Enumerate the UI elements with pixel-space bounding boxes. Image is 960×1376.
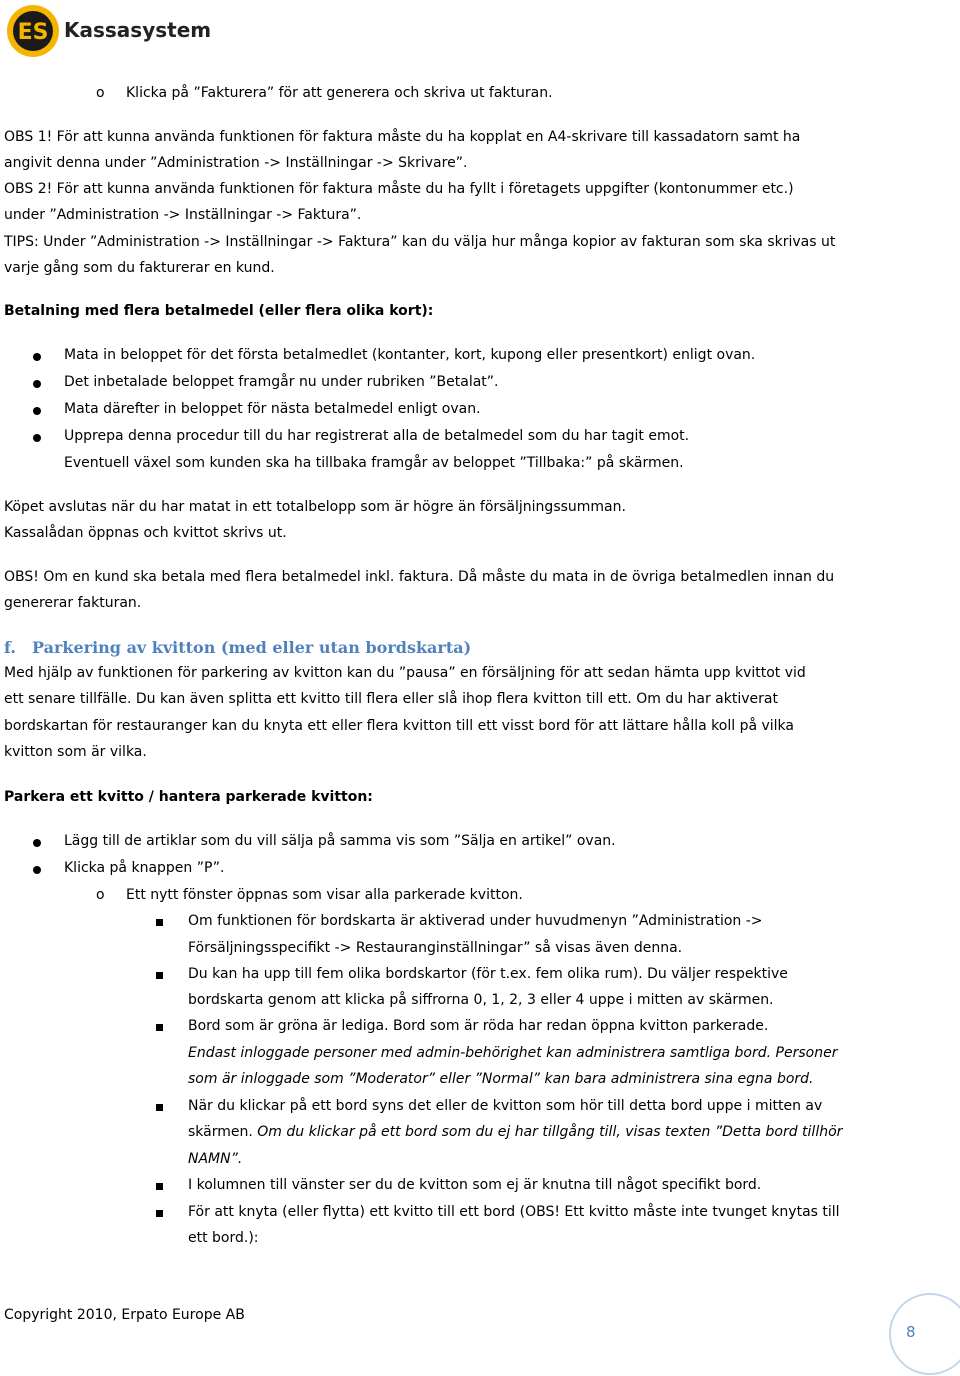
list-item: Det inbetalade beloppet framgår nu under rubriken ”Betalat”. bbox=[64, 374, 499, 390]
square-bullet-icon bbox=[156, 1104, 163, 1111]
square-bullet-icon bbox=[156, 972, 163, 979]
logo-text: Kassasystem bbox=[64, 18, 212, 42]
bullet-icon bbox=[33, 380, 41, 388]
paragraph-line: Köpet avslutas när du har matat in ett totalbelopp som är högre än försäljningssumman. bbox=[4, 499, 626, 515]
paragraph-line: Kassalådan öppnas och kvittot skrivs ut. bbox=[4, 525, 287, 541]
list-item: Om funktionen för bordskarta är aktiverad under huvudmenyn ”Administration -> bbox=[188, 913, 763, 929]
square-bullet-icon bbox=[156, 1024, 163, 1031]
list-item: Mata in beloppet för det första betalmedlet (kontanter, kort, kupong eller presentkort) enligt ovan. bbox=[64, 347, 756, 363]
square-bullet-icon bbox=[156, 919, 163, 926]
list-item: Klicka på ”Fakturera” för att generera och skriva ut fakturan. bbox=[126, 85, 553, 101]
section-number: f. bbox=[4, 638, 16, 657]
list-item-continuation: ett bord.): bbox=[188, 1230, 259, 1246]
paragraph-line: OBS 2! För att kunna använda funktionen för faktura måste du ha fyllt i företagets uppgifter (kontonummer etc.) bbox=[4, 181, 794, 197]
section-f-heading bbox=[4, 638, 471, 657]
list-marker-o: o bbox=[96, 85, 105, 101]
section-heading: Parkera ett kvitto / hantera parkerade kvitton: bbox=[4, 789, 373, 805]
list-item-italic: Endast inloggade personer med admin-behörighet kan administrera samtliga bord. Personer bbox=[188, 1045, 838, 1061]
list-item-mixed bbox=[188, 1124, 842, 1140]
section-heading: Betalning med flera betalmedel (eller flera olika kort): bbox=[4, 303, 434, 319]
list-item-continuation: Försäljningsspecifikt -> Restauranginställningar” så visas även denna. bbox=[188, 940, 683, 956]
section-title: Parkering av kvitton (med eller utan bordskarta) bbox=[32, 638, 472, 657]
list-item: För att knyta (eller flytta) ett kvitto till ett bord (OBS! Ett kvitto måste inte tvunget knytas till bbox=[188, 1204, 840, 1220]
square-bullet-icon bbox=[156, 1183, 163, 1190]
paragraph-line: under ”Administration -> Inställningar -> Faktura”. bbox=[4, 207, 362, 223]
paragraph-line: kvitton som är vilka. bbox=[4, 744, 147, 760]
paragraph-line: ett senare tillfälle. Du kan även splitta ett kvitto till flera eller slå ihop flera kvitton till ett. Om du har aktiverat bbox=[4, 691, 778, 707]
list-item-continuation: Eventuell växel som kunden ska ha tillbaka framgår av beloppet ”Tillbaka:” på skärmen. bbox=[64, 455, 684, 471]
list-item: Mata därefter in beloppet för nästa betalmedel enligt ovan. bbox=[64, 401, 481, 417]
paragraph-line: OBS 1! För att kunna använda funktionen för faktura måste du ha kopplat en A4-skrivare till kassadatorn samt ha bbox=[4, 129, 801, 145]
bullet-icon bbox=[33, 839, 41, 847]
list-marker-o: o bbox=[96, 887, 105, 903]
list-item: I kolumnen till vänster ser du de kvitton som ej är knutna till något specifikt bord. bbox=[188, 1177, 762, 1193]
page-number: 8 bbox=[906, 1323, 916, 1341]
bullet-icon bbox=[33, 353, 41, 361]
list-item: Du kan ha upp till fem olika bordskartor (för t.ex. fem olika rum). Du väljer respektive bbox=[188, 966, 788, 982]
paragraph-line: TIPS: Under ”Administration -> Inställningar -> Faktura” kan du välja hur många kopior av fakturan som ska skrivas ut bbox=[4, 234, 836, 250]
list-item: När du klickar på ett bord syns det eller de kvitton som hör till detta bord uppe i mitten av bbox=[188, 1098, 823, 1114]
text-italic: Om du klickar på ett bord som du ej har tillgång till, visas texten ”Detta bord tillhör bbox=[257, 1124, 843, 1140]
page-number-circle-icon bbox=[888, 1292, 960, 1376]
paragraph-line: Med hjälp av funktionen för parkering av kvitton kan du ”pausa” en försäljning för att sedan hämta upp kvittot vid bbox=[4, 665, 806, 681]
list-item: Upprepa denna procedur till du har registrerat alla de betalmedel som du har tagit emot. bbox=[64, 428, 690, 444]
kassasystem-logo-icon bbox=[4, 2, 64, 60]
paragraph-line: varje gång som du fakturerar en kund. bbox=[4, 260, 275, 276]
paragraph-line: OBS! Om en kund ska betala med flera betalmedel inkl. faktura. Då måste du mata in de övriga betalmedlen innan du bbox=[4, 569, 835, 585]
footer-copyright: Copyright 2010, Erpato Europe AB bbox=[4, 1307, 245, 1323]
list-item-continuation: bordskarta genom att klicka på siffrorna 0, 1, 2, 3 eller 4 uppe i mitten av skärmen. bbox=[188, 992, 774, 1008]
list-item-italic: som är inloggade som ”Moderator” eller ”Normal” kan bara administrera sina egna bord. bbox=[188, 1071, 814, 1087]
paragraph-line: bordskartan för restauranger kan du knyta ett eller flera kvitton till ett visst bord för att lättare hålla koll på vilka bbox=[4, 718, 795, 734]
list-item: Lägg till de artiklar som du vill sälja på samma vis som ”Sälja en artikel” ovan. bbox=[64, 833, 616, 849]
text-normal: skärmen. bbox=[188, 1124, 258, 1140]
bullet-icon bbox=[33, 407, 41, 415]
bullet-icon bbox=[33, 866, 41, 874]
paragraph-line: genererar fakturan. bbox=[4, 595, 142, 611]
list-item: Ett nytt fönster öppnas som visar alla parkerade kvitton. bbox=[126, 887, 523, 903]
logo-monogram: ES bbox=[17, 20, 49, 45]
list-item: Klicka på knappen ”P”. bbox=[64, 860, 225, 876]
list-item-italic: NAMN”. bbox=[188, 1151, 243, 1167]
list-item: Bord som är gröna är lediga. Bord som är röda har redan öppna kvitton parkerade. bbox=[188, 1018, 769, 1034]
bullet-icon bbox=[33, 434, 41, 442]
paragraph-line: angivit denna under ”Administration -> Inställningar -> Skrivare”. bbox=[4, 155, 468, 171]
square-bullet-icon bbox=[156, 1210, 163, 1217]
